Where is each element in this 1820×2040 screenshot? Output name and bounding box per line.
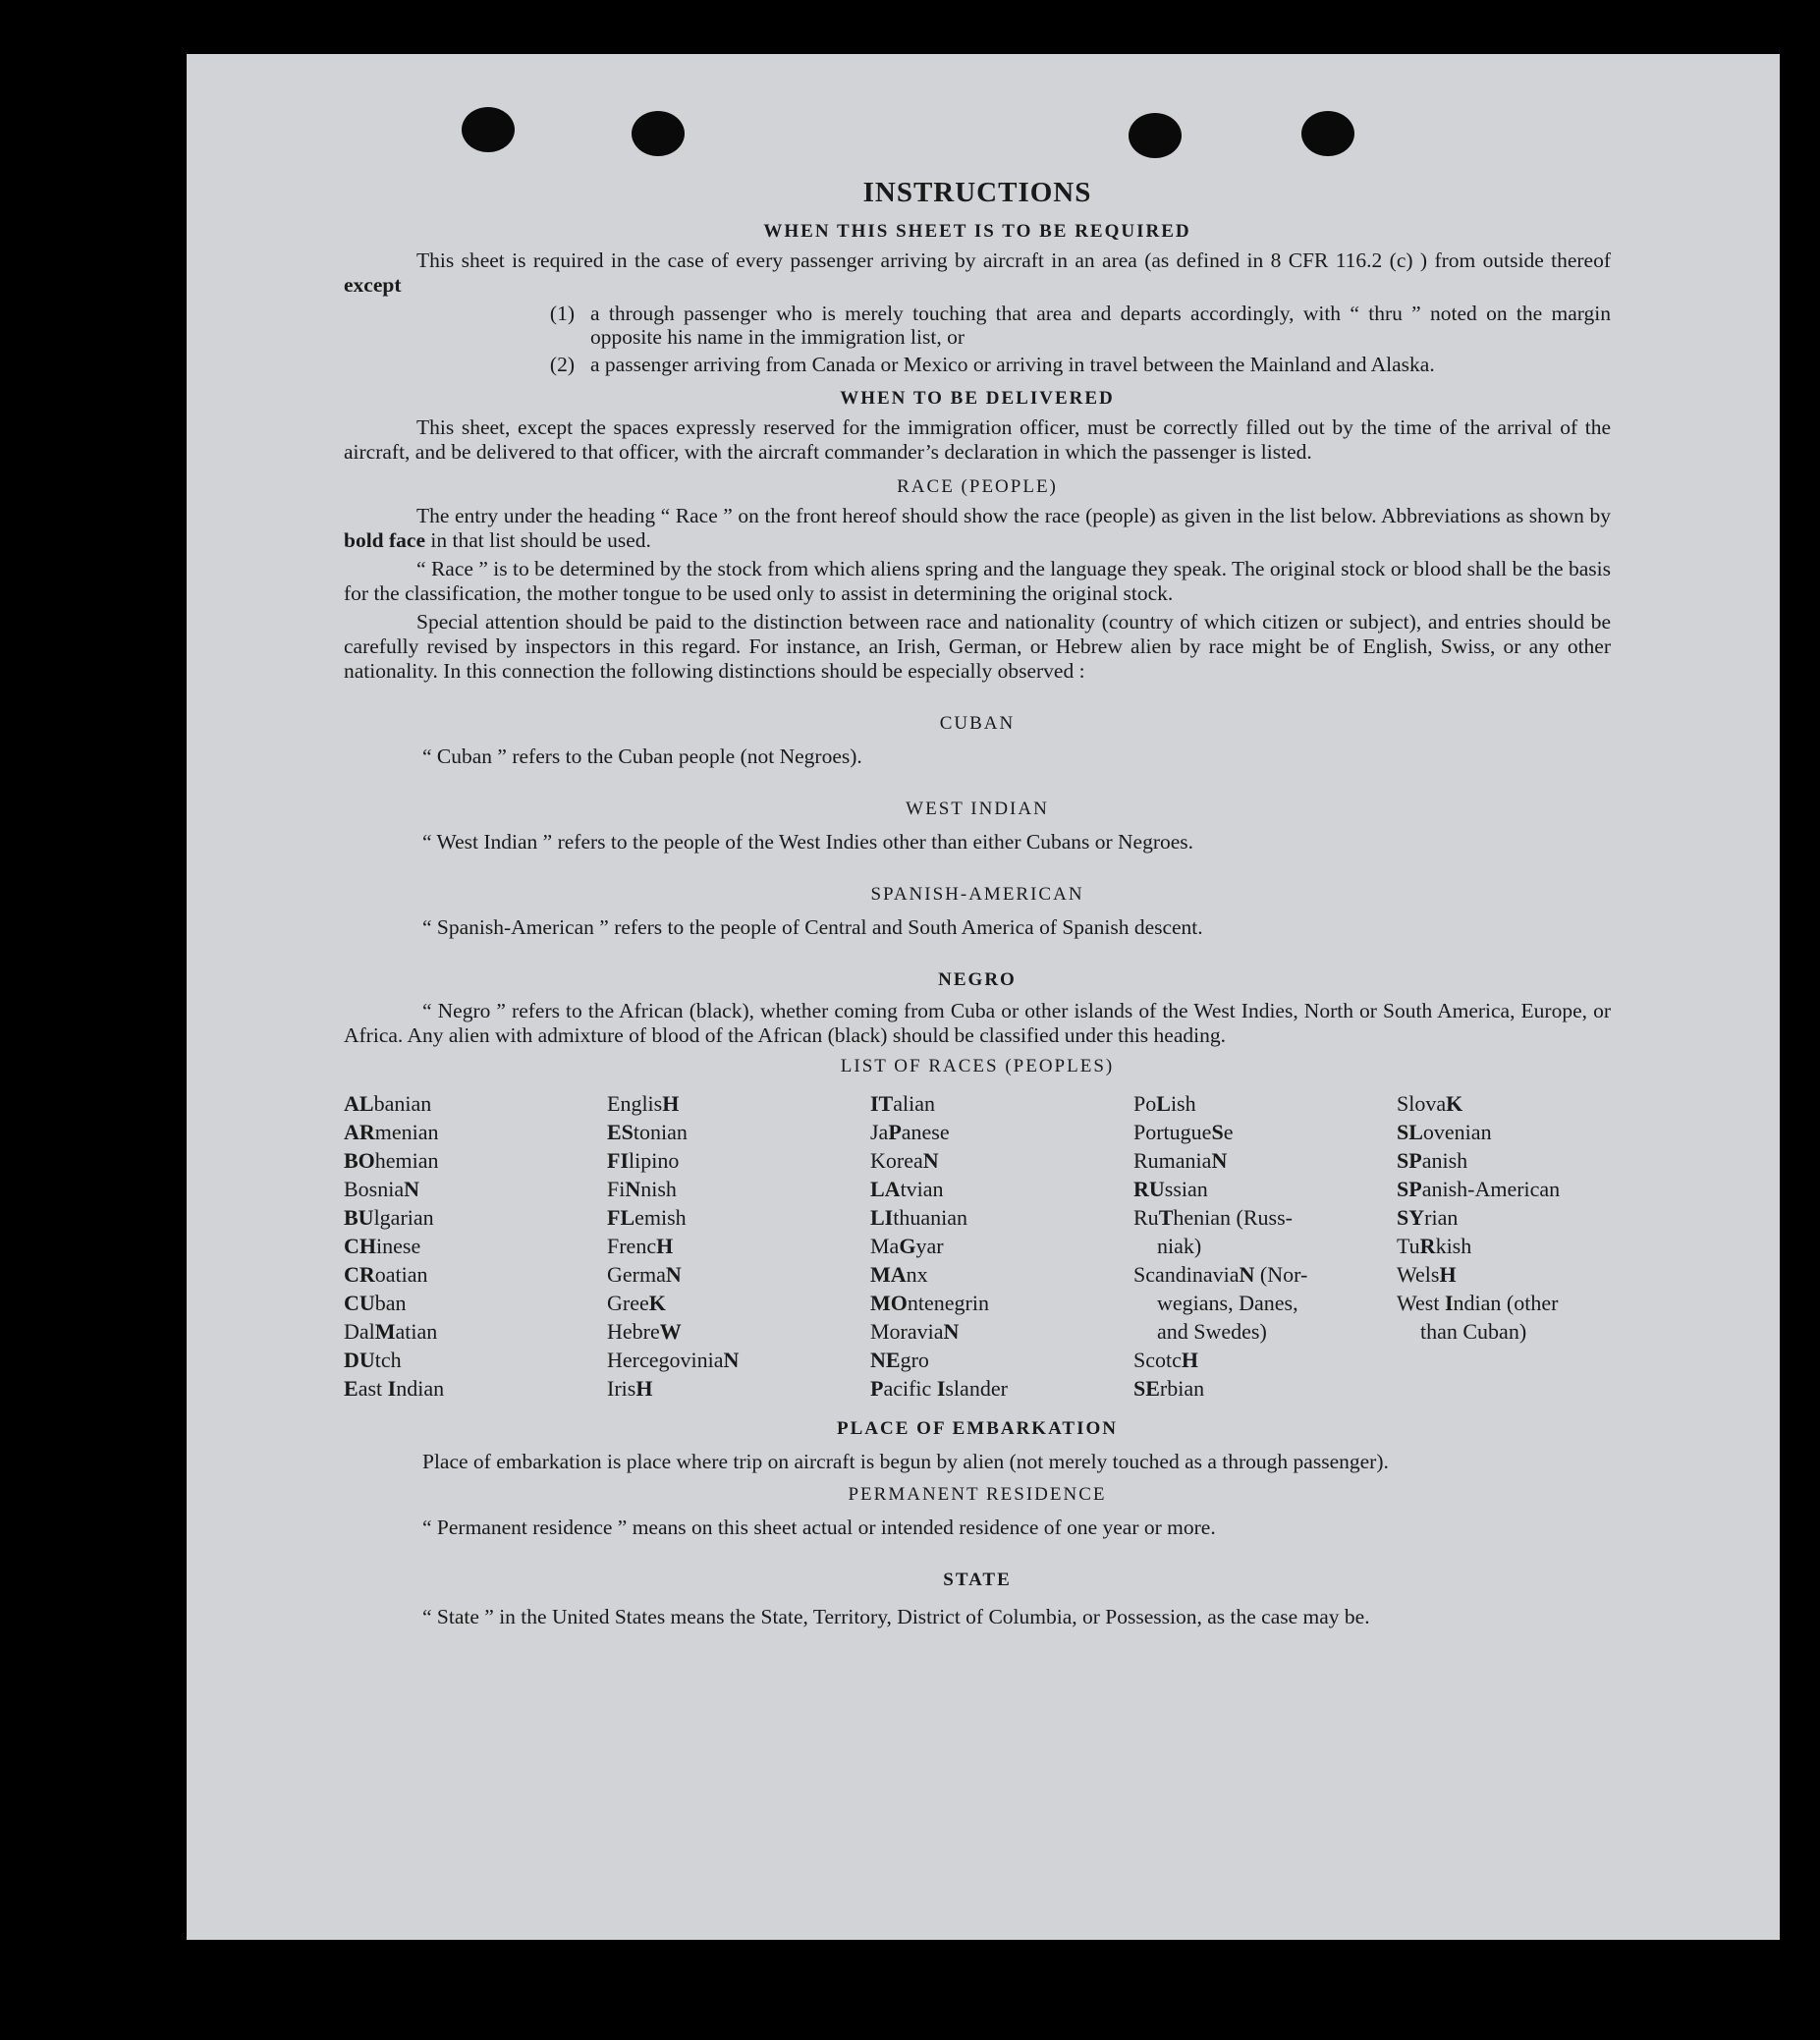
race-entry: PoLish bbox=[1133, 1091, 1196, 1116]
race-column bbox=[344, 1089, 607, 1403]
section-heading: NEGRO bbox=[938, 969, 1017, 990]
race-entry: HebreW bbox=[607, 1319, 682, 1344]
race-entry: SPanish bbox=[1397, 1148, 1468, 1173]
race-entry: ARmenian bbox=[344, 1120, 439, 1144]
race-entry: DalMatian bbox=[344, 1319, 438, 1344]
race-entry: FIlipino bbox=[607, 1148, 680, 1173]
paragraph: Place of embarkation is place where trip on aircraft is begun by alien (not merely touched as a through passenger). bbox=[422, 1450, 1389, 1473]
document-body bbox=[344, 177, 1611, 1632]
race-entry: BosniaN bbox=[344, 1177, 420, 1201]
punch-hole bbox=[1301, 111, 1354, 156]
race-entry: EStonian bbox=[607, 1120, 688, 1144]
race-entry: West Indian (other bbox=[1397, 1291, 1559, 1315]
section-heading: WHEN THIS SHEET IS TO BE REQUIRED bbox=[763, 221, 1191, 242]
punch-hole bbox=[632, 111, 685, 156]
race-column bbox=[870, 1089, 1133, 1403]
race-entry: JaPanese bbox=[870, 1120, 950, 1144]
race-column bbox=[607, 1089, 870, 1403]
race-column bbox=[1133, 1089, 1397, 1403]
paragraph: “ Permanent residence ” means on this sheet actual or intended residence of one year or more. bbox=[422, 1516, 1216, 1539]
race-entry: MAnx bbox=[870, 1262, 928, 1287]
race-entry: TuRkish bbox=[1397, 1234, 1472, 1258]
race-entry: GreeK bbox=[607, 1291, 666, 1315]
race-entry: FLemish bbox=[607, 1205, 687, 1230]
list-item: (1) a through passenger who is merely touching that area and departs accordingly, with “ thru ” noted on the margin opposite his name in the immigration list, or bbox=[549, 302, 1611, 349]
race-entry: KoreaN bbox=[870, 1148, 939, 1173]
race-entry: RUssian bbox=[1133, 1177, 1208, 1201]
race-entry: CHinese bbox=[344, 1234, 421, 1258]
race-entry: niak) bbox=[1157, 1234, 1202, 1258]
section-heading: CUBAN bbox=[939, 713, 1016, 734]
paragraph: “ Cuban ” refers to the Cuban people (not Negroes). bbox=[422, 744, 862, 768]
race-entry: DUtch bbox=[344, 1348, 402, 1372]
race-entry: ScotcH bbox=[1133, 1348, 1199, 1372]
paragraph: “ State ” in the United States means the State, Territory, District of Columbia, or Possession, as the case may be. bbox=[422, 1605, 1370, 1628]
race-entry: ScandinaviaN (Nor- bbox=[1133, 1262, 1308, 1287]
list-item: (2) a passenger arriving from Canada or Mexico or arriving in travel between the Mainland and Alaska. bbox=[549, 353, 1435, 376]
race-entry: SYrian bbox=[1397, 1205, 1459, 1230]
race-entry: WelsH bbox=[1397, 1262, 1457, 1287]
race-list bbox=[344, 1089, 1611, 1403]
race-entry: FrencH bbox=[607, 1234, 674, 1258]
race-entry: GermaN bbox=[607, 1262, 682, 1287]
section-heading: LIST OF RACES (PEOPLES) bbox=[840, 1056, 1115, 1076]
race-entry: FiNnish bbox=[607, 1177, 677, 1201]
paragraph: Special attention should be paid to the distinction between race and nationality (country of which citizen or subject), and entries should be carefully revised by inspectors in this regard. For instance, an Irish, German, or Hebrew alien by race might be of English, Swiss, or any other nationality. In this connection the following distinctions should be especially observed : bbox=[344, 610, 1611, 683]
paragraph: This sheet is required in the case of every passenger arriving by aircraft in an area (as defined in 8 CFR 116.2 (c) ) from outside thereof except bbox=[344, 248, 1611, 297]
race-entry: MaGyar bbox=[870, 1234, 944, 1258]
paragraph: “ Race ” is to be determined by the stock from which aliens spring and the language they speak. The original stock or blood shall be the basis for the classification, the mother tongue to be used only to assist in determining the original stock. bbox=[344, 557, 1611, 605]
race-entry: RumaniaN bbox=[1133, 1148, 1228, 1173]
race-entry: than Cuban) bbox=[1420, 1319, 1527, 1344]
race-entry: BUlgarian bbox=[344, 1205, 434, 1230]
section-heading: PERMANENT RESIDENCE bbox=[848, 1484, 1107, 1505]
race-entry: East Indian bbox=[344, 1376, 445, 1401]
paragraph: “ West Indian ” refers to the people of the West Indies other than either Cubans or Negroes. bbox=[422, 830, 1194, 854]
paragraph: The entry under the heading “ Race ” on the front hereof should show the race (people) as given in the list below. Abbreviations as shown by bold face in that list should be used. bbox=[344, 504, 1611, 552]
section-heading: STATE bbox=[943, 1570, 1012, 1590]
race-entry: IrisH bbox=[607, 1376, 653, 1401]
race-entry: LAtvian bbox=[870, 1177, 944, 1201]
paragraph: “ Spanish-American ” refers to the people of Central and South America of Spanish descent. bbox=[422, 915, 1203, 939]
section-heading: PLACE OF EMBARKATION bbox=[837, 1418, 1118, 1439]
page-title: INSTRUCTIONS bbox=[862, 177, 1092, 208]
race-entry: BOhemian bbox=[344, 1148, 439, 1173]
race-entry: LIthuanian bbox=[870, 1205, 968, 1230]
section-heading: SPANISH-AMERICAN bbox=[870, 884, 1084, 905]
punch-hole bbox=[1129, 113, 1182, 158]
document-sheet bbox=[187, 54, 1780, 1940]
paragraph: This sheet, except the spaces expressly reserved for the immigration officer, must be correctly filled out by the time of the arrival of the aircraft, and be delivered to that officer, with the aircraft commander’s declaration in which the passenger is listed. bbox=[344, 415, 1611, 464]
race-entry: wegians, Danes, bbox=[1157, 1291, 1298, 1315]
race-entry: CRoatian bbox=[344, 1262, 428, 1287]
race-entry: Pacific Islander bbox=[870, 1376, 1008, 1401]
race-entry: SLovenian bbox=[1397, 1120, 1492, 1144]
race-entry: MoraviaN bbox=[870, 1319, 960, 1344]
paragraph: “ Negro ” refers to the African (black), whether coming from Cuba or other islands of the West Indies, North or South America, Europe, or Africa. Any alien with admixture of blood of the African (black) should be classified under this heading. bbox=[344, 999, 1611, 1047]
race-entry: SPanish-American bbox=[1397, 1177, 1561, 1201]
race-column bbox=[1397, 1089, 1603, 1403]
race-entry: and Swedes) bbox=[1157, 1319, 1267, 1344]
race-entry: HercegoviniaN bbox=[607, 1348, 740, 1372]
race-entry: NEgro bbox=[870, 1348, 929, 1372]
race-entry: SErbian bbox=[1133, 1376, 1205, 1401]
punch-hole bbox=[462, 107, 515, 152]
section-heading: WHEN TO BE DELIVERED bbox=[840, 388, 1115, 409]
section-heading: RACE (PEOPLE) bbox=[897, 476, 1058, 497]
race-entry: CUban bbox=[344, 1291, 407, 1315]
race-entry: EnglisH bbox=[607, 1091, 680, 1116]
race-entry: ALbanian bbox=[344, 1091, 432, 1116]
race-entry: PortugueSe bbox=[1133, 1120, 1234, 1144]
race-entry: ITalian bbox=[870, 1091, 936, 1116]
section-heading: WEST INDIAN bbox=[906, 799, 1049, 819]
race-entry: MOntenegrin bbox=[870, 1291, 989, 1315]
race-entry: RuThenian (Russ- bbox=[1133, 1205, 1293, 1230]
race-entry: SlovaK bbox=[1397, 1091, 1463, 1116]
